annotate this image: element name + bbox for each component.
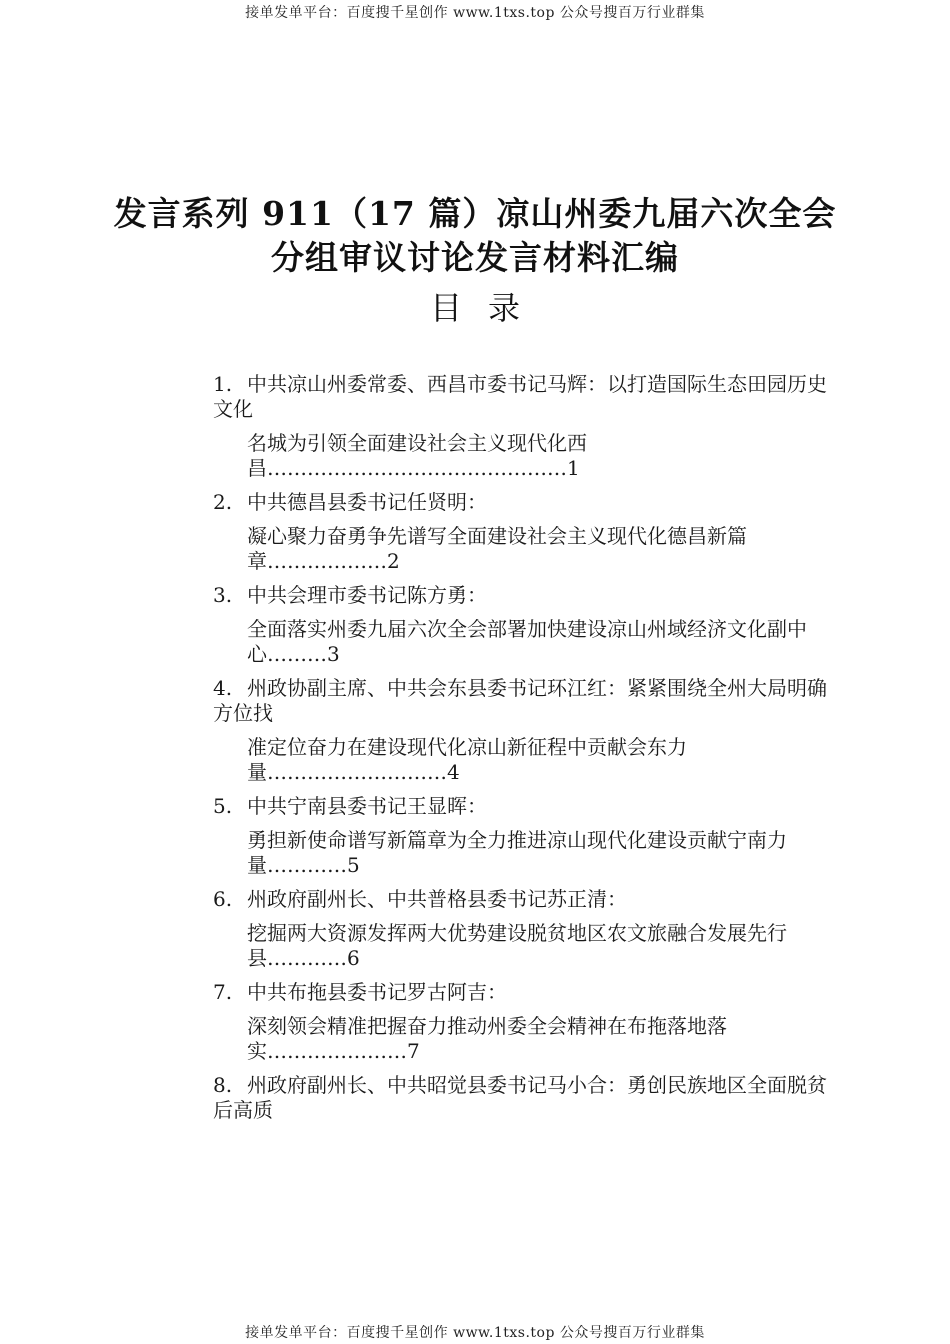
toc-item [213, 676, 838, 785]
toc-item-heading-text: 中共凉山州委常委、西昌市委书记马辉：以打造国际生态田园历史文化 [213, 372, 827, 421]
toc-item [213, 794, 838, 878]
toc-item-heading [213, 794, 838, 819]
toc-item [213, 980, 838, 1064]
table-of-contents [213, 372, 838, 1132]
title-block [0, 192, 950, 334]
toc-item [213, 490, 838, 574]
toc-item-subtitle: 挖掘两大资源发挥两大优势建设脱贫地区农文旅融合发展先行县…………6 [247, 921, 787, 970]
toc-item-heading [213, 1073, 838, 1123]
footer-banner: 接单发单平台：百度搜千星创作 www.1txs.top 公众号搜百万行业群集 [245, 1325, 705, 1341]
toc-item-heading-text: 中共德昌县委书记任贤明： [247, 490, 487, 514]
toc-item-heading [213, 372, 838, 422]
toc-item-heading [213, 583, 838, 608]
toc-heading: 目录 [429, 289, 546, 327]
toc-item-number: 5. [213, 794, 233, 818]
document-title-line-2: 分组审议讨论发言材料汇编 [271, 238, 679, 277]
toc-item [213, 372, 838, 481]
toc-item-heading-text: 州政协副主席、中共会东县委书记环江红：紧紧围绕全州大局明确方位找 [213, 676, 827, 725]
toc-item [213, 1073, 838, 1123]
toc-item-subtitle: 全面落实州委九届六次全会部署加快建设凉山州域经济文化副中心………3 [247, 617, 807, 666]
toc-item-number: 1. [213, 372, 233, 396]
toc-item-number: 7. [213, 980, 233, 1004]
toc-item-subtitle: 名城为引领全面建设社会主义现代化西昌………………………………………1 [247, 431, 587, 480]
toc-item-heading-text: 中共宁南县委书记王显晖： [247, 794, 487, 818]
document-title-line-1: 发言系列 911（17 篇）凉山州委九届六次全会 [113, 194, 837, 233]
toc-item-heading-text: 中共会理市委书记陈方勇： [247, 583, 487, 607]
toc-item [213, 887, 838, 971]
header-banner: 接单发单平台：百度搜千星创作 www.1txs.top 公众号搜百万行业群集 [245, 5, 705, 21]
toc-item-heading-text: 州政府副州长、中共昭觉县委书记马小合：勇创民族地区全面脱贫后高质 [213, 1073, 827, 1122]
toc-item-heading [213, 980, 838, 1005]
toc-item-subtitle: 凝心聚力奋勇争先谱写全面建设社会主义现代化德昌新篇章………………2 [247, 524, 747, 573]
toc-item-heading [213, 887, 838, 912]
toc-item-number: 6. [213, 887, 233, 911]
toc-item-subtitle: 深刻领会精准把握奋力推动州委全会精神在布拖落地落实…………………7 [247, 1014, 727, 1063]
toc-item-heading [213, 490, 838, 515]
toc-item [213, 583, 838, 667]
toc-item-subtitle: 准定位奋力在建设现代化凉山新征程中贡献会东力量………………………4 [247, 735, 687, 784]
toc-item-heading-text: 中共布拖县委书记罗古阿吉： [247, 980, 507, 1004]
toc-item-number: 3. [213, 583, 233, 607]
toc-item-number: 8. [213, 1073, 233, 1097]
toc-item-number: 4. [213, 676, 233, 700]
toc-item-subtitle: 勇担新使命谱写新篇章为全力推进凉山现代化建设贡献宁南力量…………5 [247, 828, 787, 877]
toc-item-heading-text: 州政府副州长、中共普格县委书记苏正清： [247, 887, 627, 911]
toc-item-number: 2. [213, 490, 233, 514]
toc-item-heading [213, 676, 838, 726]
